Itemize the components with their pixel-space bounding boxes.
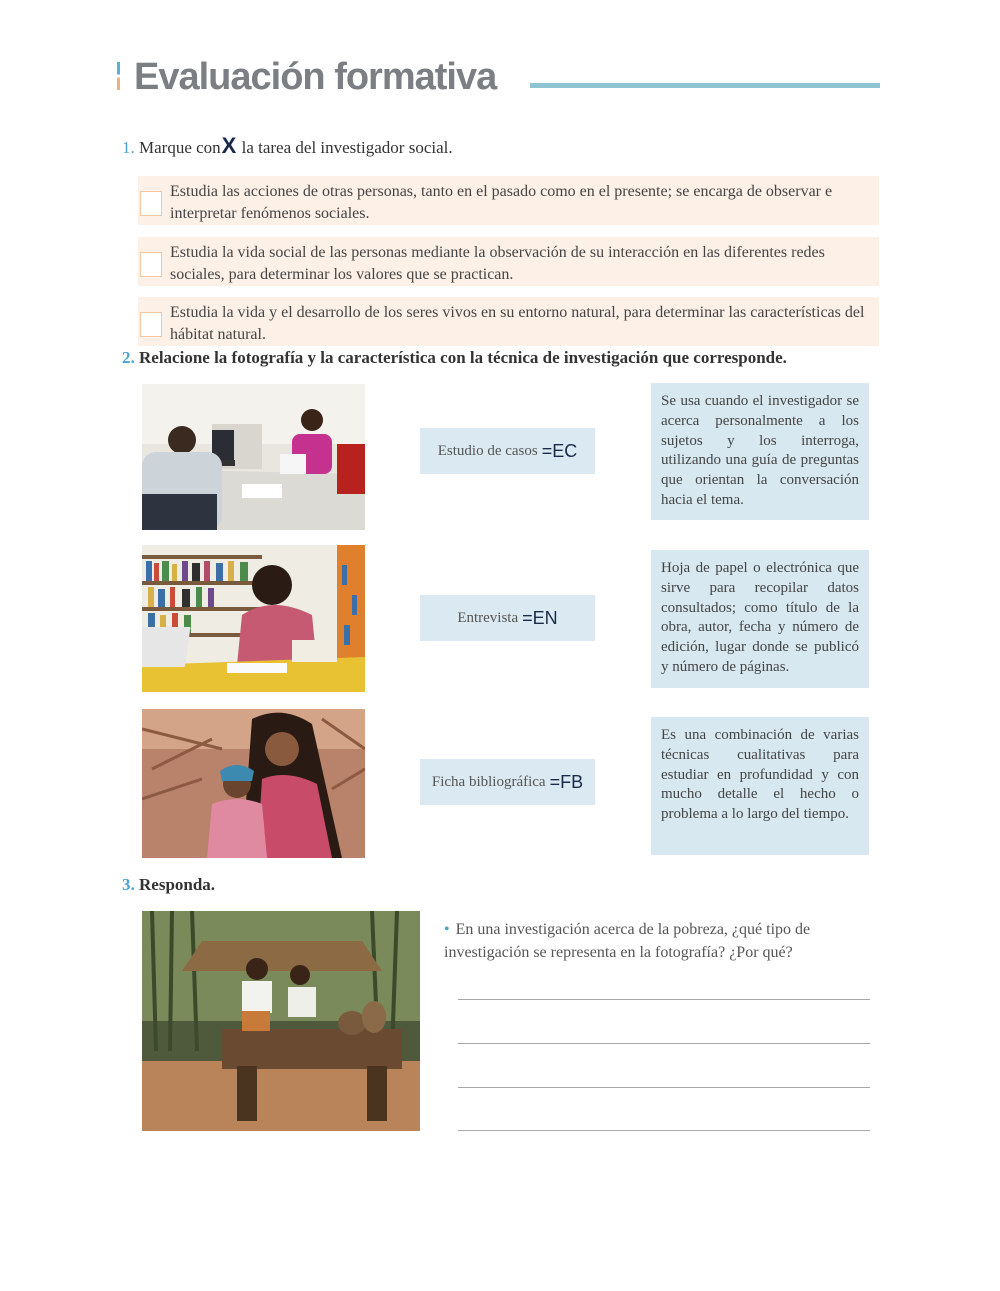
technique-2-label: Entrevista [457,609,519,626]
answer-line-1[interactable] [458,999,870,1000]
question-2-number: 2. [122,348,135,367]
interview-photo [142,384,365,530]
question-1-text-after: la tarea del investigador social. [241,138,453,157]
option-2-checkbox[interactable] [140,252,162,277]
technique-3-label: Ficha bibliográfica [431,773,546,790]
x-mark-icon: X [221,133,237,158]
description-box-3: Es una combinación de varias técnicas cualitativas para estudiar en profundidad y con mucho detalle el hecho o problema a lo largo del tiempo. [651,717,869,855]
question-3-prompt-text: En una investigación acerca de la pobreza, ¿qué tipo de investigación se representa en la fotografía? ¿Por qué? [444,921,811,961]
technique-box-1 [420,428,595,474]
answer-line-3[interactable] [458,1087,870,1088]
option-1-checkbox[interactable] [140,191,162,216]
question-3-number: 3. [122,875,135,894]
question-3-prompt [444,918,874,964]
technique-1-label: Estudio de casos [437,442,538,459]
technique-box-2 [420,595,595,641]
question-2-heading [122,348,787,368]
children-bench-photo [142,911,420,1131]
library-photo [142,545,365,692]
question-2-text: Relacione la fotografía y la característica con la técnica de investigación que corresponde. [139,348,787,367]
question-1-number: 1. [122,138,135,157]
question-1-heading [122,133,453,159]
title-accent-bar [117,62,120,90]
description-box-2: Hoja de papel o electrónica que sirve para recopilar datos consultados; como título de la obra, autor, fecha y número de edición, lugar donde se publicó y número de páginas. [651,550,869,688]
option-3-text: Estudia la vida y el desarrollo de los seres vivos en su entorno natural, para determinar las características del hábitat natural. [170,304,865,343]
technique-2-answer: =EN [522,607,558,628]
page-title: Evaluación formativa [134,56,497,98]
answer-line-2[interactable] [458,1043,870,1044]
question-3-text: Responda. [139,875,216,894]
question-1-text-before: Marque con [139,138,221,157]
family-photo [142,709,365,858]
option-1-text: Estudia las acciones de otras personas, tanto en el pasado como en el presente; se encarga de observar e interpretar fenómenos sociales. [170,183,833,222]
option-1 [138,176,879,225]
question-3-heading [122,875,215,895]
technique-3-answer: =FB [549,771,584,792]
answer-line-4[interactable] [458,1130,870,1131]
option-2-text: Estudia la vida social de las personas mediante la observación de su interacción en las diferentes redes sociales, para determinar los valores que se practican. [170,244,825,283]
bullet-icon: • [444,921,450,938]
option-3-checkbox[interactable] [140,312,162,337]
description-box-1: Se usa cuando el investigador se acerca personalmente a los sujetos y los interroga, utilizando una guía de preguntas que orientan la conversación hacia el tema. [651,383,869,520]
technique-1-answer: =EC [541,440,578,461]
technique-box-3 [420,759,595,805]
option-2 [138,237,879,286]
title-rule-divider [530,83,880,88]
option-3 [138,297,879,346]
